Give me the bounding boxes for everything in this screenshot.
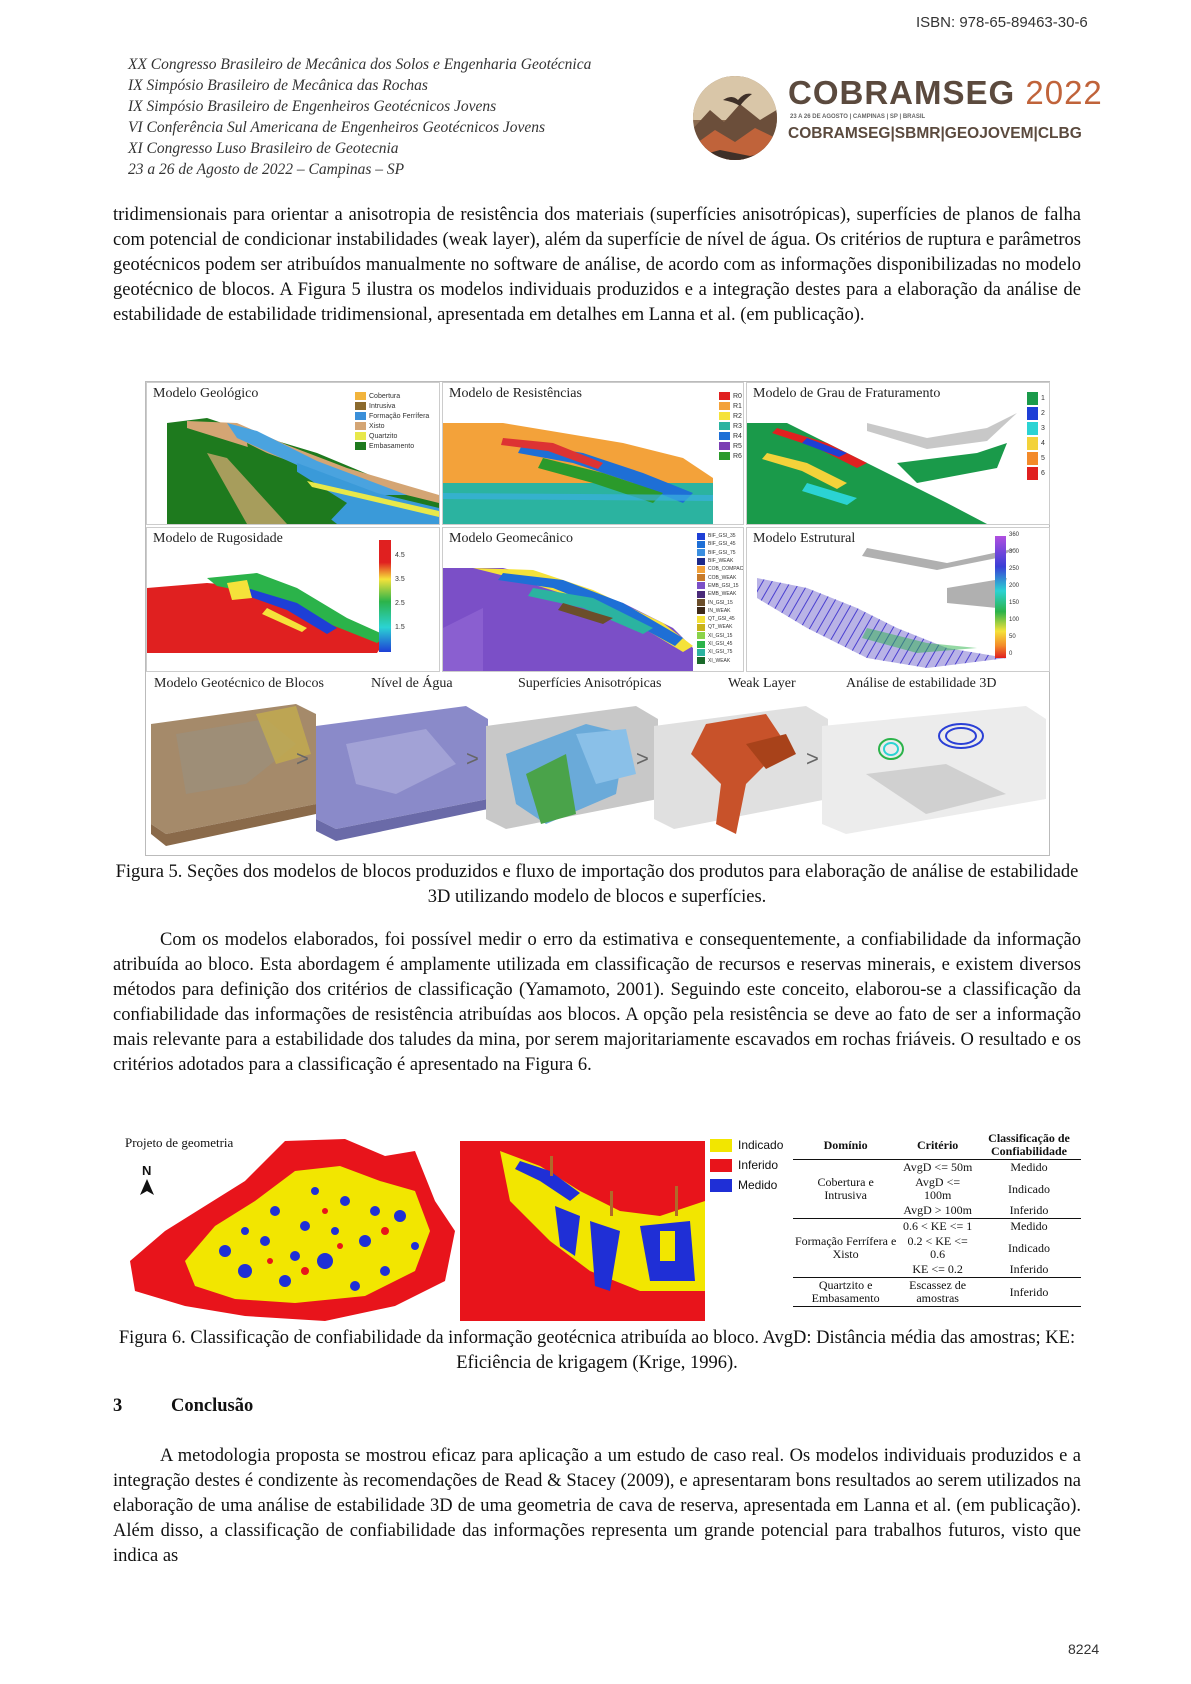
legend-resistencias: R0 R1 R2 R3 R4 R5 R6 xyxy=(719,391,742,461)
panel-title: Modelo de Resistências xyxy=(449,386,582,401)
panel-title: Modelo de Grau de Fraturamento xyxy=(753,386,941,401)
panel-title: Modelo Estrutural xyxy=(753,531,856,546)
table-cell-domain: Quartzito e Embasamento xyxy=(793,1278,898,1307)
table-cell-domain: Formação Ferrífera e Xisto xyxy=(793,1219,898,1278)
table-cell: Indicado xyxy=(1008,1240,1050,1255)
conference-line: XX Congresso Brasileiro de Mecânica dos Solos e Engenharia Geotécnica xyxy=(128,56,592,73)
workflow-title-analise: Análise de estabilidade 3D xyxy=(846,676,997,691)
table-cell: AvgD > 100m xyxy=(898,1203,977,1219)
table-cell: Inferido xyxy=(977,1278,1081,1307)
logo-date: 23 A 26 DE AGOSTO | CAMPINAS | SP | BRASIL xyxy=(790,114,926,120)
conference-line: VI Conferência Sul Americana de Engenheiros Geotécnicos Jovens xyxy=(128,119,546,136)
panel-modelo-geologico xyxy=(146,382,440,525)
panel-title: Modelo de Rugosidade xyxy=(153,531,283,546)
table-cell: 0.2 < KE <= 0.6 xyxy=(907,1234,968,1261)
legend-rugosidade: 4.5 3.5 2.5 1.5 xyxy=(379,540,429,652)
table-cell: Inferido xyxy=(977,1262,1081,1278)
resistance-section xyxy=(443,383,743,524)
figure-5-caption: Figura 5. Seções dos modelos de blocos produzidos e fluxo de importação dos produtos para elaboração de análise de estabilidade 3D utilizando modelo de blocos e superfícies. xyxy=(115,862,1079,907)
table-header: Domínio xyxy=(793,1131,898,1160)
workflow-title-blocos: Modelo Geotécnico de Blocos xyxy=(154,676,324,691)
conference-line: XI Congresso Luso Brasileiro de Geotecnia xyxy=(128,140,399,157)
panel-modelo-fraturamento xyxy=(746,382,1050,525)
conference-line: IX Simpósio Brasileiro de Engenheiros Geotécnicos Jovens xyxy=(128,98,497,115)
panel-modelo-geomecanico xyxy=(442,527,744,672)
classification-legend: Indicado Inferido Medido xyxy=(710,1135,783,1195)
classification-table xyxy=(793,1131,1081,1307)
table-cell: Escassez de amostras xyxy=(898,1278,977,1307)
north-arrow-icon xyxy=(140,1179,154,1195)
workflow-arrow: > xyxy=(806,746,819,771)
table-cell: 0.6 < KE <= 1 xyxy=(902,1219,973,1233)
figure-5 xyxy=(145,381,1050,856)
workflow-title-weak: Weak Layer xyxy=(728,676,796,691)
classification-section xyxy=(460,1131,705,1321)
logo-emblem-icon xyxy=(690,70,780,166)
panel-modelo-rugosidade xyxy=(146,527,440,672)
panel-title: Modelo Geomecânico xyxy=(449,531,574,546)
table-cell: Medido xyxy=(1010,1219,1048,1233)
legend-fraturamento: 1 2 3 4 5 6 xyxy=(1027,391,1045,481)
map-title: Projeto de geometria xyxy=(125,1135,234,1150)
conference-line: IX Simpósio Brasileiro de Mecânica das Rochas xyxy=(128,77,428,94)
table-cell: Inferido xyxy=(977,1203,1081,1219)
workflow-arrow: > xyxy=(466,746,479,771)
paragraph-2: Com os modelos elaborados, foi possível medir o erro da estimativa e consequentemente, a confiabilidade da informação atribuída ao bloco. Esta abordagem é amplamente utilizada em classificação de recursos e reservas minerais, e existem diversos métodos para definição dos critérios de classificação (Yamamoto, 2001). Seguindo este conceito, elaborou-se a classificação da confiabilidade das informações de resistência atribuídas aos blocos. A opção pela resistência se deve ao fato de ser a informação mais relevante para a estabilidade dos taludes da mina, por serem majoritariamente escavados em rochas friáveis. O resultado e os critérios adotados para a classificação é apresentado na Figura 6. xyxy=(113,930,1081,1075)
panel-title: Modelo Geológico xyxy=(153,386,259,401)
logo-orgs: COBRAMSEG|SBMR|GEOJOVEM|CLBG xyxy=(788,125,1082,142)
conference-header xyxy=(128,54,591,180)
north-label: N xyxy=(142,1163,152,1178)
paragraph-1: tridimensionais para orientar a anisotropia de resistência dos materiais (superfícies anisotrópicas), superfícies de planos de falha com potencial de condicionar instabilidades (weak layer), além da superfície de nível de água. Os critérios de ruptura e parâmetros geotécnicos podem ser atribuídos manualmente no software de análise, de acordo com as informações disponibilizadas no modelo geotécnico de blocos. A Figura 5 ilustra os modelos individuais produzidos e a integração destes para a elaboração da análise de estabilidade de estabilidade tridimensional, apresentada em detalhes em Lanna et al. (em publicação). xyxy=(113,205,1081,325)
workflow-3d-models xyxy=(146,674,1048,854)
geometry-map xyxy=(125,1131,460,1321)
panel-modelo-resistencias xyxy=(442,382,744,525)
conference-line: 23 a 26 de Agosto de 2022 – Campinas – SP xyxy=(128,161,405,178)
table-cell-domain: Cobertura e Intrusiva xyxy=(793,1160,898,1219)
cobramseg-logo xyxy=(690,70,1120,170)
isbn: ISBN: 978-65-89463-30-6 xyxy=(916,14,1088,31)
panel-workflow xyxy=(146,674,1048,854)
legend-geologico: Cobertura Intrusiva Formação Ferrífera Xisto Quartzito Embasamento xyxy=(355,391,429,451)
legend-geomecanico: BIF_GSI_35 BIF_GSI_45 BIF_GSI_75 BIF_WEAK COB_COMPAC COB_WEAK EMB_GSI_15 EMB_WEAK IN_GSI_15 IN_WEAK QT_GSI_45 QT_WEAK XI_GSI_15 XI_GSI_45 XI_GSI_75 XI_WEAK xyxy=(697,532,743,665)
table-cell: Indicado xyxy=(1008,1181,1050,1196)
table-cell: KE <= 0.2 xyxy=(898,1262,977,1278)
fracture-section xyxy=(747,383,1049,524)
paragraph-3: A metodologia proposta se mostrou eficaz para aplicação a um estudo de caso real. Os modelos individuais produzidos e a integração destes é condizente às recomendações de Read & Stacey (2009), e apresentaram bons resultados ao serem utilizados na elaboração de uma análise de estabilidade 3D de uma geometria de cava de reserva, apresentada em Lanna et al. (em publicação). Além disso, a classificação de confiabilidade das informações representa um grande potencial para trabalhos futuros, visto que indica as xyxy=(113,1446,1081,1566)
logo-title: COBRAMSEG 2022 xyxy=(788,74,1103,111)
figure-6 xyxy=(125,1131,1080,1336)
section-heading: 3 Conclusão xyxy=(113,1396,254,1416)
workflow-arrow: > xyxy=(296,746,309,771)
figure-6-caption: Figura 6. Classificação de confiabilidade da informação geotécnica atribuída ao bloco. AvgD: Distância média das amostras; KE: Eficiência de krigagem (Krige, 1996). xyxy=(118,1328,1076,1373)
panel-modelo-estrutural xyxy=(746,527,1050,672)
table-header: Critério xyxy=(898,1131,977,1160)
table-cell: AvgD <= 50m xyxy=(902,1160,973,1174)
table-cell: AvgD <= 100m xyxy=(915,1175,961,1202)
workflow-arrow: > xyxy=(636,746,649,771)
table-header: Classificação de Confiabilidade xyxy=(977,1131,1081,1160)
legend-estrutural: 360 300 250 200 150 100 50 0 xyxy=(995,532,1045,662)
table-cell: Medido xyxy=(1010,1160,1048,1174)
page-number: 8224 xyxy=(1068,1641,1100,1657)
workflow-title-anisotropicas: Superfícies Anisotrópicas xyxy=(518,676,662,691)
workflow-title-nivel: Nível de Água xyxy=(371,676,453,691)
